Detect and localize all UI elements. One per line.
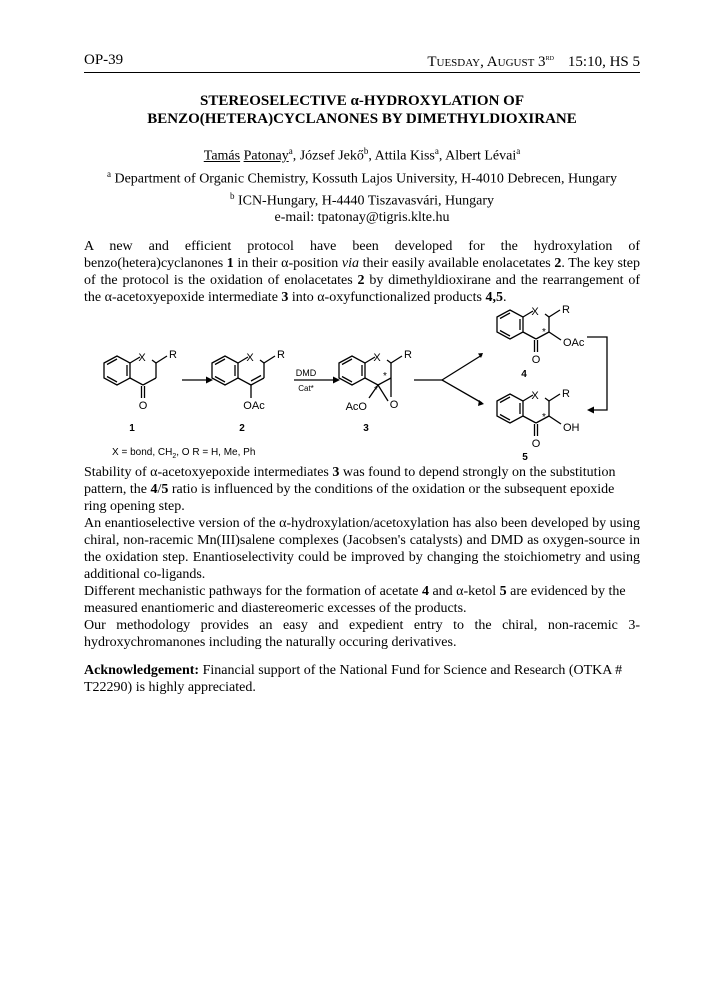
title-line-1: STEREOSELECTIVE α-HYDROXYLATION OF bbox=[200, 93, 524, 109]
compound-ref: 2 bbox=[357, 273, 365, 288]
p1-text: by dimethyldioxirane and the rearrangement of the α-acetoxyepoxide intermediate bbox=[84, 273, 640, 305]
stereo-mark: * bbox=[542, 412, 546, 423]
atom-label: O bbox=[389, 399, 399, 411]
compound-2-structure bbox=[212, 356, 275, 398]
author-1-last: Patonay bbox=[243, 148, 289, 164]
compound-ref: 4 bbox=[421, 584, 429, 599]
p1-text: . bbox=[503, 290, 507, 305]
p1-text: . The key step of the protocol is the oxidation of enolacetates bbox=[84, 256, 640, 288]
atom-label: R bbox=[404, 349, 412, 361]
p1-text: their easily available enolacetates bbox=[359, 256, 555, 271]
compound-2-label: 2 bbox=[239, 423, 245, 434]
session-time bbox=[427, 52, 640, 71]
legend-part: X = bond, CH bbox=[112, 447, 173, 458]
author-1-affil: a bbox=[288, 146, 293, 156]
abstract-paragraph-2 bbox=[84, 464, 640, 651]
atom-label: O bbox=[531, 354, 541, 366]
p2-text: are evidenced by the measured enantiomeric and diastereomeric excesses of the products. bbox=[84, 584, 626, 616]
legend-subscript: 2 bbox=[172, 453, 177, 460]
arrow-to-5 bbox=[442, 380, 482, 403]
atom-label: OAc bbox=[563, 337, 585, 349]
stereo-mark: * bbox=[374, 385, 378, 396]
title-line-2: BENZO(HETERA)CYCLANONES BY DIMETHYLDIOXIRANE bbox=[147, 111, 577, 127]
atom-label: OAc bbox=[243, 400, 265, 412]
p2-text: and α-ketol bbox=[428, 584, 500, 599]
compound-1-structure bbox=[104, 356, 167, 398]
p2-text: ratio is influenced by the conditions of the oxidation or the subsequent epoxide ring opening step. bbox=[84, 482, 615, 514]
affiliation-b-mark: b bbox=[229, 190, 235, 201]
paper-title bbox=[84, 92, 640, 128]
reagent-dmd: DMD bbox=[295, 368, 317, 378]
finding-enantioselective: An enantioselective version of the α-hydroxylation/acetoxylation has also been developed by using chiral, non-racemic Mn(III)salene complexes (Jacobsen's catalysts) and DMD as oxygen-source in the oxidation step. Enantioselectivity could be improved by changing the stoichiometry and using additional co-ligands. bbox=[84, 516, 640, 582]
finding-stability bbox=[84, 464, 640, 515]
atom-label: X bbox=[373, 352, 381, 364]
compound-ref: 4 bbox=[150, 482, 158, 497]
day-suffix: rd bbox=[545, 52, 554, 62]
reaction-scheme bbox=[84, 300, 640, 462]
atom-label: X bbox=[531, 390, 539, 402]
compound-4-label: 4 bbox=[521, 369, 527, 380]
compound-ref: 3 bbox=[281, 290, 289, 305]
abstract-paragraph-1 bbox=[84, 238, 640, 306]
atom-label: O bbox=[138, 400, 148, 412]
atom-label: R bbox=[277, 349, 285, 361]
acknowledgement-text: Financial support of the National Fund for Science and Research (OTKA # T22290) is highly appreciated. bbox=[84, 663, 623, 695]
compound-3-structure bbox=[339, 356, 402, 401]
compound-ref: 5 bbox=[499, 584, 507, 599]
finding-mechanism bbox=[84, 583, 640, 617]
arrow-to-4 bbox=[442, 355, 482, 380]
legend-part: , O R = H, Me, Ph bbox=[176, 447, 256, 458]
reagent-catalyst: Cat* bbox=[298, 384, 314, 393]
p2-text: Different mechanistic pathways for the formation of acetate bbox=[84, 584, 422, 599]
author-4-affil: a bbox=[516, 146, 521, 156]
atom-label: O bbox=[531, 438, 541, 450]
compound-5-structure bbox=[497, 394, 561, 436]
compound-4-structure bbox=[497, 310, 561, 352]
p2-text: Stability of α-acetoxyepoxide intermediates bbox=[84, 465, 333, 480]
atom-label: X bbox=[246, 352, 254, 364]
contact-email: e-mail: tpatonay@tigris.klte.hu bbox=[274, 210, 450, 226]
atom-label: OH bbox=[563, 422, 580, 434]
author-1-first: Tamás bbox=[203, 148, 241, 164]
compound-ref: 4,5 bbox=[485, 290, 503, 305]
compound-ref: 3 bbox=[332, 465, 340, 480]
compound-ref: 1 bbox=[226, 256, 234, 271]
author-list: Tamás Patonay$^a$, József Jekő$^b$, Attila Kiss$^a$, Albert Lévai$^a$ bbox=[203, 146, 521, 164]
atom-label: R bbox=[562, 388, 570, 400]
author-2: József Jekő bbox=[299, 148, 364, 164]
page-header bbox=[84, 50, 640, 73]
compound-3-label: 3 bbox=[363, 423, 369, 434]
p2-text: / bbox=[157, 482, 162, 497]
session-day: Tuesday, August 3 bbox=[427, 54, 546, 70]
atom-label: X bbox=[138, 352, 146, 364]
atom-label: X bbox=[531, 306, 539, 318]
author-3-affil: a bbox=[434, 146, 439, 156]
p1-text: in their α-position bbox=[233, 256, 342, 271]
p1-text: A new and efficient protocol have been developed for the hydroxylation of benzo(hetera)cyclanones bbox=[84, 239, 640, 271]
finding-methodology: Our methodology provides an easy and expedient entry to the chiral, non-racemic 3-hydroxychromanones including the naturally occuring derivatives. bbox=[84, 618, 640, 650]
scheme-legend bbox=[112, 447, 255, 460]
compound-5-label: 5 bbox=[522, 452, 528, 462]
stereo-mark: * bbox=[383, 371, 387, 382]
stereo-mark: * bbox=[542, 327, 546, 338]
compound-1-label: 1 bbox=[129, 423, 135, 434]
author-3: Attila Kiss bbox=[374, 148, 435, 164]
session-code: OP-39 bbox=[84, 52, 124, 68]
arrow-4-to-5 bbox=[587, 337, 607, 410]
p2-text: was found to depend strongly on the substitution pattern, the bbox=[84, 465, 616, 497]
affiliations bbox=[84, 166, 640, 226]
affiliation-a-text: Department of Organic Chemistry, Kossuth Lajos University, H-4010 Debrecen, Hungary bbox=[114, 171, 618, 187]
affiliation-b bbox=[84, 188, 640, 210]
time-room: 15:10, HS 5 bbox=[567, 54, 640, 70]
compound-ref: 2 bbox=[554, 256, 562, 271]
affiliation-a-mark: a bbox=[106, 169, 111, 179]
affiliation-a bbox=[84, 166, 640, 188]
p1-text: into α-oxyfunctionalized products bbox=[288, 290, 486, 305]
acknowledgement-label: Acknowledgement: bbox=[84, 663, 200, 678]
atom-label: AcO bbox=[345, 401, 367, 413]
author-4: Albert Lévai bbox=[445, 148, 517, 164]
compound-ref: 5 bbox=[161, 482, 169, 497]
acknowledgement bbox=[84, 662, 640, 696]
atom-label: R bbox=[169, 349, 177, 361]
atom-label: R bbox=[562, 304, 570, 316]
affiliation-b-text: ICN-Hungary, H-4440 Tiszavasvári, Hungary bbox=[237, 193, 495, 209]
p1-via: via bbox=[341, 256, 360, 271]
author-2-affil: b bbox=[363, 146, 369, 156]
